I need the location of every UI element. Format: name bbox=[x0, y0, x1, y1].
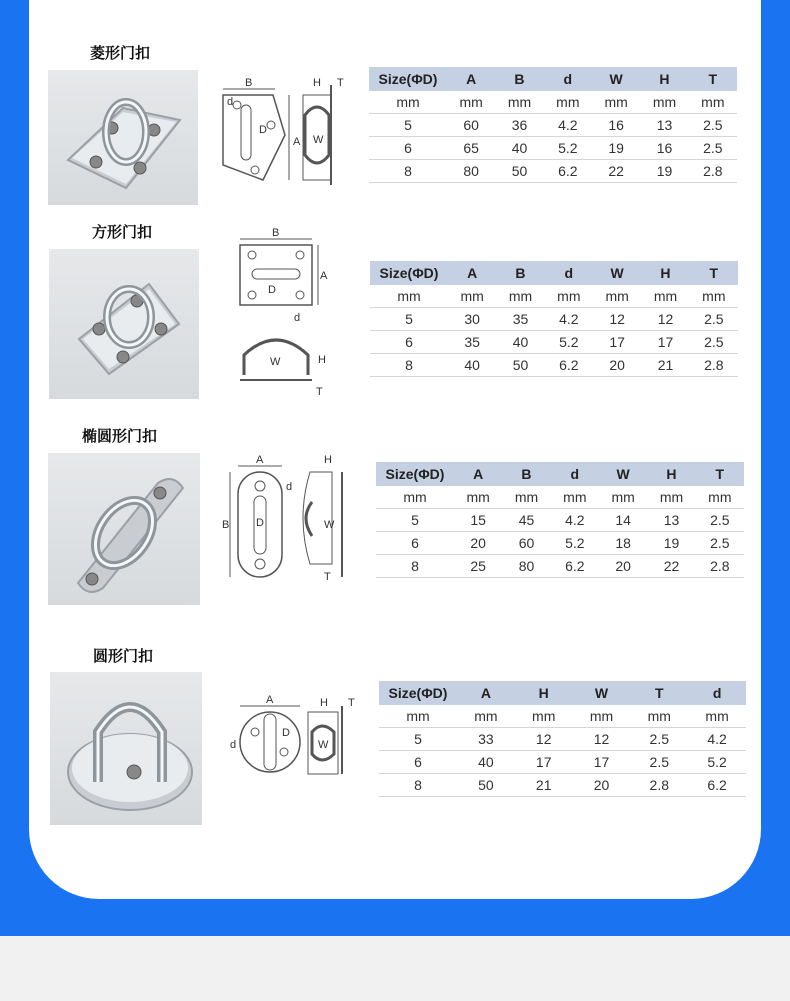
table-cell: 8 bbox=[379, 774, 457, 797]
diamond-technical-drawing bbox=[213, 75, 353, 190]
table-cell: 15 bbox=[454, 509, 502, 532]
units-row bbox=[379, 705, 746, 728]
table-cell: 6 bbox=[370, 331, 448, 354]
table-cell: 60 bbox=[502, 532, 550, 555]
table-row bbox=[369, 114, 737, 137]
label-T: T bbox=[324, 571, 331, 583]
spec-table-round bbox=[379, 681, 746, 797]
diamond-pad-eye-photo bbox=[48, 70, 198, 205]
column-header: T bbox=[690, 261, 738, 285]
table-cell: 21 bbox=[641, 354, 689, 377]
table-cell: 19 bbox=[647, 532, 695, 555]
table-cell: 36 bbox=[495, 114, 543, 137]
table-cell: 40 bbox=[448, 354, 496, 377]
oblong-technical-drawing bbox=[220, 452, 355, 587]
table-row bbox=[370, 308, 738, 331]
column-header: A bbox=[448, 261, 496, 285]
label-W: W bbox=[270, 356, 281, 368]
unit-cell: mm bbox=[447, 91, 495, 114]
table-cell: 2.5 bbox=[696, 532, 744, 555]
table-cell: 12 bbox=[573, 728, 631, 751]
table-cell: 17 bbox=[641, 331, 689, 354]
table-cell: 5 bbox=[379, 728, 457, 751]
table-header-row bbox=[376, 462, 744, 486]
column-header: A bbox=[457, 681, 515, 705]
unit-cell: mm bbox=[551, 486, 599, 509]
table-cell: 2.8 bbox=[689, 160, 737, 183]
table-cell: 6.2 bbox=[688, 774, 746, 797]
unit-cell: mm bbox=[457, 705, 515, 728]
column-header: H bbox=[515, 681, 573, 705]
column-header: Size(ΦD) bbox=[376, 462, 454, 486]
unit-cell: mm bbox=[647, 486, 695, 509]
table-cell: 5 bbox=[369, 114, 447, 137]
table-cell: 12 bbox=[593, 308, 641, 331]
column-header: T bbox=[696, 462, 744, 486]
units-row bbox=[370, 285, 738, 308]
unit-cell: mm bbox=[599, 486, 647, 509]
unit-cell: mm bbox=[448, 285, 496, 308]
table-cell: 16 bbox=[640, 137, 688, 160]
table-row bbox=[376, 555, 744, 578]
column-header: A bbox=[454, 462, 502, 486]
unit-cell: mm bbox=[376, 486, 454, 509]
label-T: T bbox=[337, 77, 344, 89]
unit-cell: mm bbox=[573, 705, 631, 728]
table-cell: 16 bbox=[592, 114, 640, 137]
table-cell: 25 bbox=[454, 555, 502, 578]
column-header: d bbox=[544, 67, 592, 91]
table-cell: 30 bbox=[448, 308, 496, 331]
unit-cell: mm bbox=[544, 91, 592, 114]
table-cell: 50 bbox=[496, 354, 544, 377]
label-B: B bbox=[222, 519, 230, 531]
column-header: H bbox=[641, 261, 689, 285]
round-technical-drawing bbox=[222, 692, 362, 802]
column-header: B bbox=[495, 67, 543, 91]
table-cell: 13 bbox=[647, 509, 695, 532]
table-cell: 4.2 bbox=[551, 509, 599, 532]
table-cell: 17 bbox=[515, 751, 573, 774]
unit-cell: mm bbox=[370, 285, 448, 308]
table-cell: 19 bbox=[592, 137, 640, 160]
column-header: Size(ΦD) bbox=[370, 261, 448, 285]
table-cell: 6.2 bbox=[551, 555, 599, 578]
table-cell: 65 bbox=[447, 137, 495, 160]
label-A: A bbox=[293, 136, 301, 148]
label-H: H bbox=[324, 454, 332, 466]
table-cell: 22 bbox=[592, 160, 640, 183]
label-d: d bbox=[294, 312, 301, 324]
column-header: d bbox=[688, 681, 746, 705]
units-row bbox=[369, 91, 737, 114]
column-header: d bbox=[545, 261, 593, 285]
units-row bbox=[376, 486, 744, 509]
label-B: B bbox=[245, 77, 253, 89]
table-cell: 40 bbox=[457, 751, 515, 774]
table-cell: 17 bbox=[593, 331, 641, 354]
table-cell: 80 bbox=[447, 160, 495, 183]
table-cell: 40 bbox=[496, 331, 544, 354]
table-cell: 35 bbox=[496, 308, 544, 331]
table-cell: 45 bbox=[502, 509, 550, 532]
table-header-row bbox=[369, 67, 737, 91]
column-header: T bbox=[689, 67, 737, 91]
table-cell: 22 bbox=[647, 555, 695, 578]
label-H: H bbox=[320, 697, 328, 709]
label-D: D bbox=[268, 284, 276, 296]
label-A: A bbox=[266, 694, 274, 706]
column-header: W bbox=[573, 681, 631, 705]
table-row bbox=[369, 160, 737, 183]
table-cell: 4.2 bbox=[688, 728, 746, 751]
table-row bbox=[376, 532, 744, 555]
table-cell: 33 bbox=[457, 728, 515, 751]
table-cell: 2.5 bbox=[689, 137, 737, 160]
table-cell: 6 bbox=[369, 137, 447, 160]
unit-cell: mm bbox=[495, 91, 543, 114]
label-D: D bbox=[282, 727, 290, 739]
table-cell: 8 bbox=[370, 354, 448, 377]
unit-cell: mm bbox=[696, 486, 744, 509]
label-A: A bbox=[320, 270, 328, 282]
spec-table-oblong bbox=[376, 462, 744, 578]
table-row bbox=[379, 728, 746, 751]
table-cell: 12 bbox=[641, 308, 689, 331]
table-row bbox=[376, 509, 744, 532]
column-header: d bbox=[551, 462, 599, 486]
table-cell: 12 bbox=[515, 728, 573, 751]
column-header: A bbox=[447, 67, 495, 91]
table-cell: 2.5 bbox=[690, 331, 738, 354]
table-cell: 6 bbox=[379, 751, 457, 774]
column-header: W bbox=[599, 462, 647, 486]
column-header: T bbox=[630, 681, 688, 705]
unit-cell: mm bbox=[640, 91, 688, 114]
table-cell: 35 bbox=[448, 331, 496, 354]
unit-cell: mm bbox=[690, 285, 738, 308]
table-cell: 2.5 bbox=[696, 509, 744, 532]
unit-cell: mm bbox=[630, 705, 688, 728]
label-B: B bbox=[272, 227, 280, 239]
table-cell: 2.5 bbox=[689, 114, 737, 137]
table-cell: 2.5 bbox=[630, 728, 688, 751]
table-row bbox=[369, 137, 737, 160]
label-d: d bbox=[286, 481, 293, 493]
table-cell: 5.2 bbox=[688, 751, 746, 774]
table-row bbox=[379, 751, 746, 774]
label-d: d bbox=[227, 96, 234, 108]
column-header: Size(ΦD) bbox=[379, 681, 457, 705]
section-title-diamond: 菱形门扣 bbox=[90, 44, 151, 62]
unit-cell: mm bbox=[502, 486, 550, 509]
column-header: H bbox=[647, 462, 695, 486]
table-cell: 18 bbox=[599, 532, 647, 555]
table-cell: 40 bbox=[495, 137, 543, 160]
unit-cell: mm bbox=[592, 91, 640, 114]
table-header-row bbox=[370, 261, 738, 285]
label-A: A bbox=[256, 454, 264, 466]
unit-cell: mm bbox=[496, 285, 544, 308]
label-H: H bbox=[318, 354, 326, 366]
spec-table-diamond bbox=[369, 67, 737, 183]
table-cell: 20 bbox=[573, 774, 631, 797]
table-cell: 6 bbox=[376, 532, 454, 555]
table-header-row bbox=[379, 681, 746, 705]
table-cell: 2.5 bbox=[630, 751, 688, 774]
table-cell: 13 bbox=[640, 114, 688, 137]
unit-cell: mm bbox=[641, 285, 689, 308]
round-pad-eye-photo bbox=[50, 672, 202, 825]
table-cell: 2.5 bbox=[690, 308, 738, 331]
column-header: W bbox=[592, 67, 640, 91]
table-cell: 8 bbox=[376, 555, 454, 578]
table-cell: 14 bbox=[599, 509, 647, 532]
table-cell: 60 bbox=[447, 114, 495, 137]
table-cell: 21 bbox=[515, 774, 573, 797]
label-D: D bbox=[259, 124, 267, 136]
table-cell: 20 bbox=[599, 555, 647, 578]
table-row bbox=[370, 331, 738, 354]
label-d: d bbox=[230, 739, 237, 751]
column-header: B bbox=[502, 462, 550, 486]
table-cell: 4.2 bbox=[545, 308, 593, 331]
square-pad-eye-photo bbox=[49, 249, 199, 399]
unit-cell: mm bbox=[545, 285, 593, 308]
section-title-square: 方形门扣 bbox=[92, 223, 153, 241]
table-cell: 20 bbox=[593, 354, 641, 377]
section-title-round: 圆形门扣 bbox=[93, 647, 154, 665]
table-cell: 5.2 bbox=[544, 137, 592, 160]
unit-cell: mm bbox=[515, 705, 573, 728]
table-cell: 50 bbox=[457, 774, 515, 797]
label-T: T bbox=[348, 697, 355, 709]
table-cell: 50 bbox=[495, 160, 543, 183]
label-T: T bbox=[316, 386, 323, 398]
section-title-oblong: 椭圆形门扣 bbox=[82, 427, 158, 445]
column-header: B bbox=[496, 261, 544, 285]
table-row bbox=[370, 354, 738, 377]
table-cell: 6.2 bbox=[544, 160, 592, 183]
table-cell: 5.2 bbox=[545, 331, 593, 354]
table-cell: 17 bbox=[573, 751, 631, 774]
oblong-pad-eye-photo bbox=[48, 453, 200, 605]
spec-table-square bbox=[370, 261, 738, 377]
table-cell: 5 bbox=[370, 308, 448, 331]
column-header: W bbox=[593, 261, 641, 285]
label-D: D bbox=[256, 517, 264, 529]
label-W: W bbox=[324, 519, 335, 531]
table-cell: 19 bbox=[640, 160, 688, 183]
table-cell: 8 bbox=[369, 160, 447, 183]
unit-cell: mm bbox=[593, 285, 641, 308]
table-cell: 5 bbox=[376, 509, 454, 532]
label-W: W bbox=[313, 134, 324, 146]
table-cell: 80 bbox=[502, 555, 550, 578]
table-row bbox=[379, 774, 746, 797]
table-cell: 2.8 bbox=[696, 555, 744, 578]
unit-cell: mm bbox=[688, 705, 746, 728]
table-cell: 4.2 bbox=[544, 114, 592, 137]
label-W: W bbox=[318, 739, 329, 751]
table-cell: 6.2 bbox=[545, 354, 593, 377]
square-technical-drawing bbox=[220, 225, 335, 400]
table-cell: 5.2 bbox=[551, 532, 599, 555]
column-header: H bbox=[640, 67, 688, 91]
label-H: H bbox=[313, 77, 321, 89]
table-cell: 20 bbox=[454, 532, 502, 555]
unit-cell: mm bbox=[689, 91, 737, 114]
unit-cell: mm bbox=[369, 91, 447, 114]
table-cell: 2.8 bbox=[630, 774, 688, 797]
unit-cell: mm bbox=[379, 705, 457, 728]
unit-cell: mm bbox=[454, 486, 502, 509]
column-header: Size(ΦD) bbox=[369, 67, 447, 91]
table-cell: 2.8 bbox=[690, 354, 738, 377]
